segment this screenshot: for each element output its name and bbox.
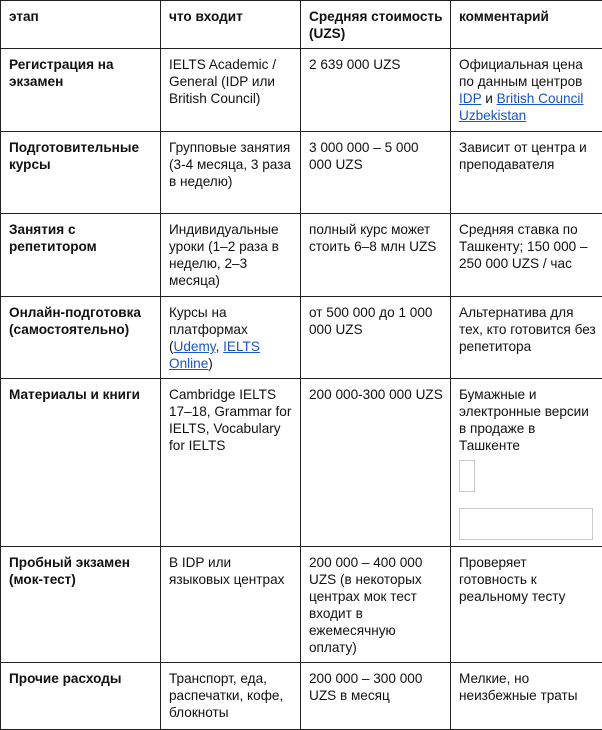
comment-cell: Средняя ставка по Ташкенту; 150 000 – 250 000 UZS / час: [451, 214, 602, 297]
stage-cell: Занятия с репетитором: [1, 214, 161, 297]
includes-cell: Транспорт, еда, распечатки, кофе, блокноты: [161, 663, 301, 730]
embedded-placeholder-box: [459, 460, 475, 492]
header-row: [1, 1, 602, 49]
cost-cell: 200 000-300 000 UZS: [301, 379, 451, 547]
cost-cell: 3 000 000 – 5 000 000 UZS: [301, 132, 451, 214]
includes-cell: Индивидуальные уроки (1–2 раза в неделю, 2–3 месяца): [161, 214, 301, 297]
comment-cell: Проверяет готовность к реальному тесту: [451, 547, 602, 663]
embedded-placeholder-group: [459, 460, 596, 540]
includes-text: Курсы на платформах (: [169, 305, 248, 354]
stage-cell: Пробный экзамен (мок-тест): [1, 547, 161, 663]
stage-cell: Прочие расходы: [1, 663, 161, 730]
table-row: [1, 379, 602, 547]
stage-cell: Материалы и книги: [1, 379, 161, 547]
comment-cell: Зависит от центра и преподавателя: [451, 132, 602, 214]
table-row: [1, 663, 602, 730]
comment-text: Официальная цена по данным центров: [459, 57, 583, 89]
comment-cell: [451, 379, 602, 547]
table-row: [1, 214, 602, 297]
british-council-link[interactable]: British Council Uzbekistan: [459, 91, 583, 123]
embedded-placeholder-box: [459, 508, 593, 540]
includes-cell: [161, 297, 301, 379]
header-cost: Средняя стоимость (UZS): [301, 1, 451, 49]
table-row: [1, 297, 602, 379]
table-row: [1, 49, 602, 132]
cost-cell: 2 639 000 UZS: [301, 49, 451, 132]
includes-cell: Cambridge IELTS 17–18, Grammar for IELTS, Vocabulary for IELTS: [161, 379, 301, 547]
includes-cell: Групповые занятия (3-4 месяца, 3 раза в неделю): [161, 132, 301, 214]
comment-cell: Мелкие, но неизбежные траты: [451, 663, 602, 730]
cost-cell: 200 000 – 400 000 UZS (в некоторых центрах мок тест входит в ежемесячную оплату): [301, 547, 451, 663]
includes-text: ): [208, 356, 213, 371]
comment-cell: Альтернатива для тех, кто готовится без репетитора: [451, 297, 602, 379]
ielts-online-link[interactable]: IELTS Online: [169, 339, 260, 371]
header-stage: этап: [1, 1, 161, 49]
includes-cell: IELTS Academic / General (IDP или British Council): [161, 49, 301, 132]
includes-cell: В IDP или языковых центрах: [161, 547, 301, 663]
comment-cell: [451, 49, 602, 132]
cost-cell: 200 000 – 300 000 UZS в месяц: [301, 663, 451, 730]
header-includes: что входит: [161, 1, 301, 49]
header-comment: комментарий: [451, 1, 602, 49]
includes-text: ,: [216, 339, 224, 354]
stage-cell: Регистрация на экзамен: [1, 49, 161, 132]
stage-cell: Подготовительные курсы: [1, 132, 161, 214]
stage-cell: Онлайн-подготовка (самостоятельно): [1, 297, 161, 379]
comment-text: и: [481, 91, 496, 106]
udemy-link[interactable]: Udemy: [174, 339, 216, 354]
comment-text: Бумажные и электронные версии в продаже в Ташкенте: [459, 386, 596, 454]
cost-cell: от 500 000 до 1 000 000 UZS: [301, 297, 451, 379]
idp-link[interactable]: IDP: [459, 91, 481, 106]
table-row: [1, 132, 602, 214]
table-row: [1, 547, 602, 663]
cost-cell: полный курс может стоить 6–8 млн UZS: [301, 214, 451, 297]
